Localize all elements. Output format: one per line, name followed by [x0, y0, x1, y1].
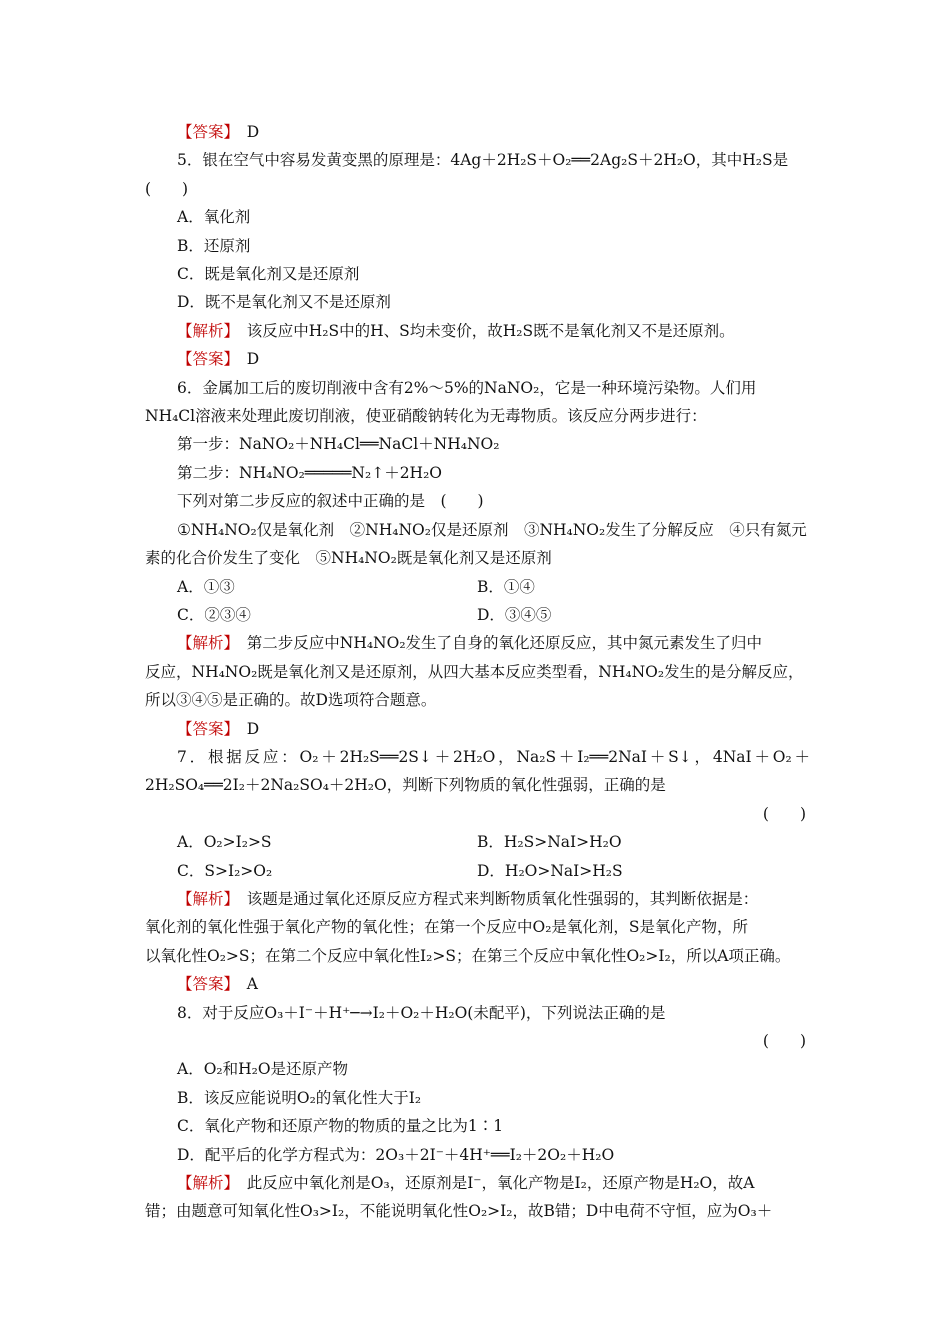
- question-5-stem: 5．银在空气中容易发黄变黑的原理是：4Ag＋2H₂S＋O₂══2Ag₂S＋2H₂O，其中H₂S是: [177, 151, 789, 170]
- option-d: D．配平后的化学方程式为：2O₃＋2I⁻＋4H⁺══I₂＋2O₂＋H₂O: [177, 1145, 615, 1164]
- answer-tag: 【答案】: [177, 350, 232, 369]
- options-row: [145, 601, 810, 629]
- option-a: A．①③: [177, 577, 235, 596]
- statements-line-cont: 素的化合价发生了变化 ⑤NH₄NO₂既是氧化剂又是还原剂: [145, 549, 552, 568]
- analysis-cont: 所以③④⑤是正确的。故D选项符合题意。: [145, 691, 437, 710]
- question-6-stem-cont: NH₄Cl溶液来处理此废切削液，使亚硝酸钠转化为无毒物质。该反应分两步进行：: [145, 407, 707, 426]
- analysis-tag: 【解析】: [177, 634, 232, 653]
- analysis-cont: 以氧化性O₂>S；在第二个反应中氧化性I₂>S；在第三个反应中氧化性O₂>I₂，所以A项正确。: [145, 946, 791, 965]
- analysis-line: 【解析】 第二步反应中NH₄NO₂发生了自身的氧化还原反应，其中氮元素发生了归中: [177, 634, 763, 653]
- analysis-line: 【解析】 此反应中氧化剂是O₃，还原剂是I⁻，氧化产物是I₂，还原产物是H₂O，故A: [177, 1174, 755, 1193]
- option-c: C．②③④: [177, 605, 251, 624]
- question-8-stem: 8．对于反应O₃＋I⁻＋H⁺─→I₂＋O₂＋H₂O(未配平)，下列说法正确的是: [177, 1003, 666, 1022]
- option-a: A．O₂和H₂O是还原产物: [177, 1060, 349, 1079]
- options-row: [145, 857, 810, 885]
- analysis-cont: 反应，NH₄NO₂既是氧化剂又是还原剂，从四大基本反应类型看，NH₄NO₂发生的是分解反应，: [145, 662, 804, 681]
- option-b: B．该反应能说明O₂的氧化性大于I₂: [177, 1088, 422, 1107]
- question-7-stem-cont: 2H₂SO₄══2I₂＋2Na₂SO₄＋2H₂O，判断下列物质的氧化性强弱，正确的是: [145, 776, 666, 795]
- question-8-bracket: ( ): [762, 1032, 806, 1050]
- analysis-cont: 氧化剂的氧化性强于氧化产物的氧化性；在第一个反应中O₂是氧化剂，S是氧化产物，所: [145, 918, 749, 937]
- question-7-stem: 7．根据反应：O₂＋2H₂S══2S↓＋2H₂O，Na₂S＋I₂══2NaI＋S↓，4NaI＋O₂＋: [177, 747, 810, 766]
- option-c: C．既是氧化剂又是还原剂: [177, 265, 360, 284]
- statements-line: ①NH₄NO₂仅是氧化剂 ②NH₄NO₂仅是还原剂 ③NH₄NO₂发生了分解反应 ④只有氮元: [177, 520, 807, 539]
- option-b: B．H₂S>NaI>H₂O: [477, 833, 622, 852]
- option-d: D．H₂O>NaI>H₂S: [477, 861, 623, 880]
- answer-tag: 【答案】: [177, 975, 232, 994]
- question-7-bracket: ( ): [762, 804, 806, 823]
- answer-line: 【答案】 D: [177, 350, 260, 369]
- answer-tag: 【答案】: [177, 123, 232, 141]
- answer-tag: 【答案】: [177, 719, 232, 738]
- question-6-prompt: 下列对第二步反应的叙述中正确的是 ( ): [177, 492, 484, 511]
- analysis-cont: 错；由题意可知氧化性O₃>I₂，不能说明氧化性O₂>I₂，故B错；D中电荷不守恒，应为O₃＋: [145, 1202, 773, 1221]
- analysis-tag: 【解析】: [177, 321, 232, 340]
- analysis-tag: 【解析】: [177, 889, 232, 908]
- question-6-stem: 6．金属加工后的废切削液中含有2%～5%的NaNO₂，它是一种环境污染物。人们用: [177, 378, 757, 397]
- answer-line: 【答案】 D: [177, 123, 260, 141]
- option-b: B．①④: [477, 577, 535, 596]
- analysis-line: 【解析】 该反应中H₂S中的H、S均未变价，故H₂S既不是氧化剂又不是还原剂。: [177, 321, 735, 340]
- option-a: A．氧化剂: [177, 208, 251, 227]
- option-a: A．O₂>I₂>S: [177, 833, 272, 852]
- options-row: [145, 828, 810, 856]
- step-2: 第二步：NH₄NO₂═════N₂↑＋2H₂O: [177, 463, 442, 482]
- option-d: D．既不是氧化剂又不是还原剂: [177, 293, 391, 312]
- option-b: B．还原剂: [177, 236, 251, 255]
- option-d: D．③④⑤: [477, 605, 552, 624]
- option-c: C．氧化产物和还原产物的物质的量之比为1∶1: [177, 1117, 504, 1136]
- options-row: [145, 573, 810, 601]
- answer-line: 【答案】 D: [177, 719, 260, 738]
- analysis-tag: 【解析】: [177, 1174, 232, 1193]
- option-c: C．S>I₂>O₂: [177, 861, 273, 880]
- analysis-line: 【解析】 该题是通过氧化还原反应方程式来判断物质氧化性强弱的，其判断依据是：: [177, 889, 759, 908]
- answer-line: 【答案】 A: [177, 975, 258, 994]
- question-5-bracket: ( ): [145, 179, 189, 198]
- document-page: [145, 118, 810, 1226]
- step-1: 第一步：NaNO₂＋NH₄Cl══NaCl＋NH₄NO₂: [177, 435, 500, 454]
